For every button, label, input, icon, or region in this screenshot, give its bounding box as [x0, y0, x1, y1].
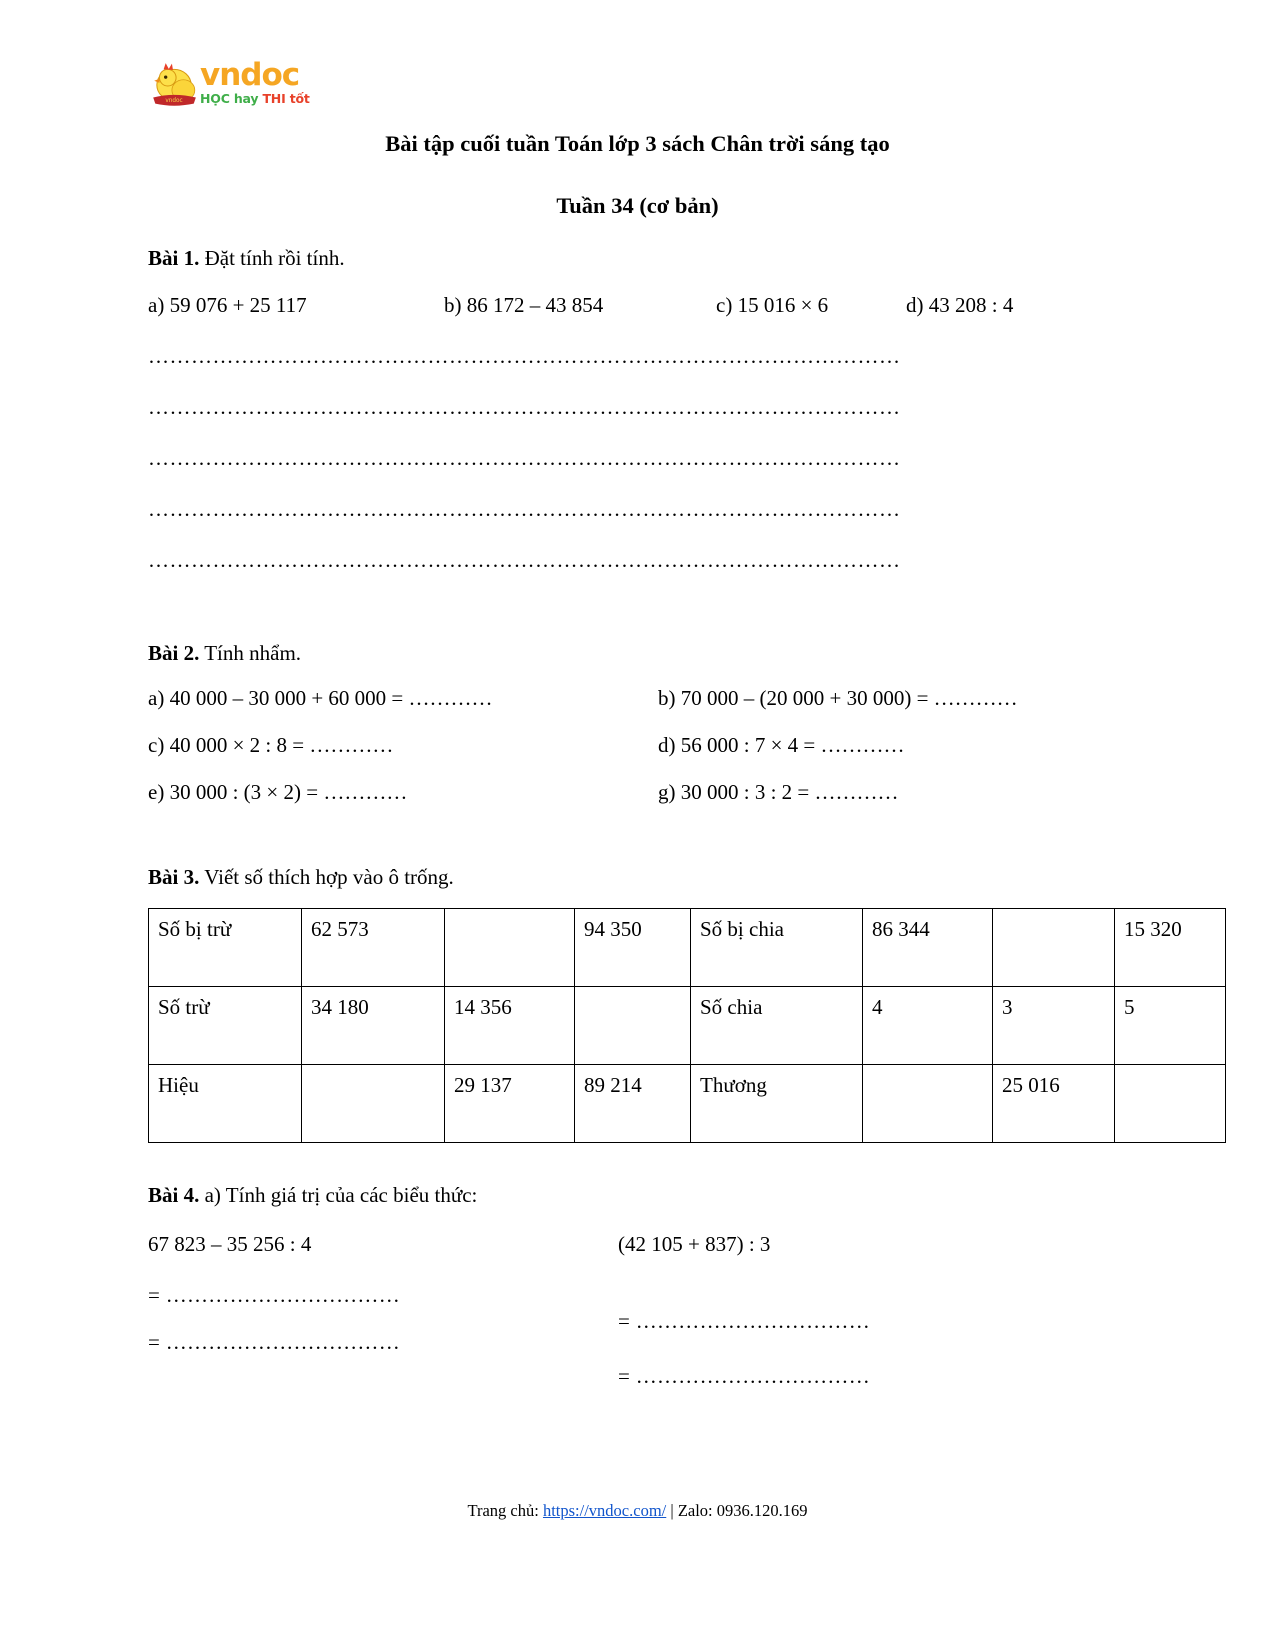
document-title: Bài tập cuối tuần Toán lớp 3 sách Chân trời sáng tạo — [385, 131, 890, 156]
exercise-3-prompt: Viết số thích hợp vào ô trống. — [204, 865, 454, 889]
table-cell[interactable]: 3 — [993, 987, 1115, 1065]
tagline-thi: THI — [262, 91, 286, 106]
table-cell[interactable]: 5 — [1115, 987, 1226, 1065]
table-cell[interactable]: 34 180 — [302, 987, 445, 1065]
exercise-2-item-a[interactable]: a) 40 000 – 30 000 + 60 000 = ………… — [148, 686, 493, 710]
table-cell[interactable] — [993, 909, 1115, 987]
document-subtitle: Tuần 34 (cơ bản) — [556, 193, 719, 218]
exercise-1-heading — [148, 248, 1048, 269]
answer-line[interactable]: …………………………………………………………………………………………… — [148, 446, 901, 470]
table-cell: Hiệu — [149, 1065, 302, 1143]
table-cell[interactable]: 86 344 — [863, 909, 993, 987]
vndoc-logo — [148, 58, 348, 118]
exercise-4-label: Bài 4. — [148, 1183, 200, 1207]
exercise-4-left-column — [148, 1232, 618, 1355]
table-cell[interactable]: 4 — [863, 987, 993, 1065]
worksheet-content — [148, 246, 1182, 1388]
table-cell: Số bị chia — [691, 909, 863, 987]
exercise-2-row — [148, 780, 1048, 805]
table-cell[interactable] — [1115, 1065, 1226, 1143]
table-cell[interactable] — [863, 1065, 993, 1143]
table-cell: Số trừ — [149, 987, 302, 1065]
exercise-4-right-column — [618, 1232, 1048, 1389]
exercise-1-item-a: a) 59 076 + 25 117 — [148, 293, 307, 317]
table-row — [149, 909, 1226, 987]
exercise-4-heading — [148, 1183, 1048, 1208]
table-row — [149, 1065, 1226, 1143]
exercise-1-items — [148, 293, 1048, 318]
table-cell[interactable]: 29 137 — [445, 1065, 575, 1143]
footer-suffix: | Zalo: 0936.120.169 — [666, 1501, 808, 1520]
answer-line[interactable]: …………………………………………………………………………………………… — [148, 548, 901, 572]
answer-line[interactable]: …………………………………………………………………………………………… — [148, 395, 901, 419]
exercise-1-prompt: Đặt tính rồi tính. — [204, 246, 345, 270]
exercise-4-body — [148, 1232, 1048, 1388]
exercise-2-prompt: Tính nhẩm. — [204, 641, 302, 665]
exercise-3-heading — [148, 867, 1048, 888]
logo-tagline — [200, 92, 350, 106]
exercise-4-answer-line[interactable]: = …………………………… — [618, 1309, 870, 1333]
exercise-1-item-d: d) 43 208 : 4 — [906, 293, 1014, 317]
table-cell[interactable]: 15 320 — [1115, 909, 1226, 987]
exercise-4-answer-line[interactable]: = …………………………… — [148, 1283, 400, 1307]
logo-text — [200, 58, 350, 106]
table-cell: Thương — [691, 1065, 863, 1143]
chick-mascot-icon — [148, 60, 200, 112]
exercise-4-expression-right: (42 105 + 837) : 3 — [618, 1232, 771, 1256]
table-cell: Số bị trừ — [149, 909, 302, 987]
exercise-4-expression-left: 67 823 – 35 256 : 4 — [148, 1232, 312, 1256]
table-cell[interactable]: 62 573 — [302, 909, 445, 987]
exercise-1-label: Bài 1. — [148, 246, 200, 270]
exercise-4-answer-line[interactable]: = …………………………… — [148, 1330, 400, 1354]
exercise-1-item-c: c) 15 016 × 6 — [716, 293, 829, 317]
table-cell[interactable]: 94 350 — [575, 909, 691, 987]
table-cell[interactable]: 89 214 — [575, 1065, 691, 1143]
exercise-2-item-e[interactable]: e) 30 000 : (3 × 2) = ………… — [148, 780, 408, 804]
table-cell[interactable] — [575, 987, 691, 1065]
table-cell[interactable] — [302, 1065, 445, 1143]
exercise-2-item-b[interactable]: b) 70 000 – (20 000 + 30 000) = ………… — [658, 686, 1018, 710]
exercise-2-heading — [148, 643, 1048, 664]
exercise-2-items — [148, 686, 1048, 805]
logo-wordmark: vndoc — [200, 57, 300, 93]
tagline-hoc: HỌC — [200, 91, 230, 106]
exercise-2-item-d[interactable]: d) 56 000 : 7 × 4 = ………… — [658, 733, 905, 757]
exercise-4-prompt: a) Tính giá trị của các biểu thức: — [204, 1183, 478, 1207]
footer-website-link[interactable]: https://vndoc.com/ — [542, 1501, 667, 1520]
answer-line[interactable]: …………………………………………………………………………………………… — [148, 497, 901, 521]
answer-line[interactable]: …………………………………………………………………………………………… — [148, 344, 901, 368]
exercise-4-answer-line[interactable]: = …………………………… — [618, 1364, 870, 1388]
exercise-3-table — [148, 908, 1226, 1143]
table-cell: Số chia — [691, 987, 863, 1065]
exercise-3-label: Bài 3. — [148, 865, 200, 889]
exercise-2-label: Bài 2. — [148, 641, 200, 665]
exercise-2-row — [148, 686, 1048, 711]
exercise-2-row — [148, 733, 1048, 758]
table-cell[interactable]: 25 016 — [993, 1065, 1115, 1143]
tagline-tot: tốt — [289, 91, 310, 106]
svg-text:vndoc: vndoc — [165, 98, 183, 105]
table-cell[interactable]: 14 356 — [445, 987, 575, 1065]
page-footer — [0, 1501, 1275, 1521]
tagline-hay: hay — [233, 91, 259, 106]
exercise-2-item-c[interactable]: c) 40 000 × 2 : 8 = ………… — [148, 733, 394, 757]
table-cell[interactable] — [445, 909, 575, 987]
exercise-1-item-b: b) 86 172 – 43 854 — [444, 293, 604, 317]
footer-prefix: Trang chủ: — [467, 1501, 543, 1520]
table-row — [149, 987, 1226, 1065]
exercise-2-item-g[interactable]: g) 30 000 : 3 : 2 = ………… — [658, 780, 899, 804]
